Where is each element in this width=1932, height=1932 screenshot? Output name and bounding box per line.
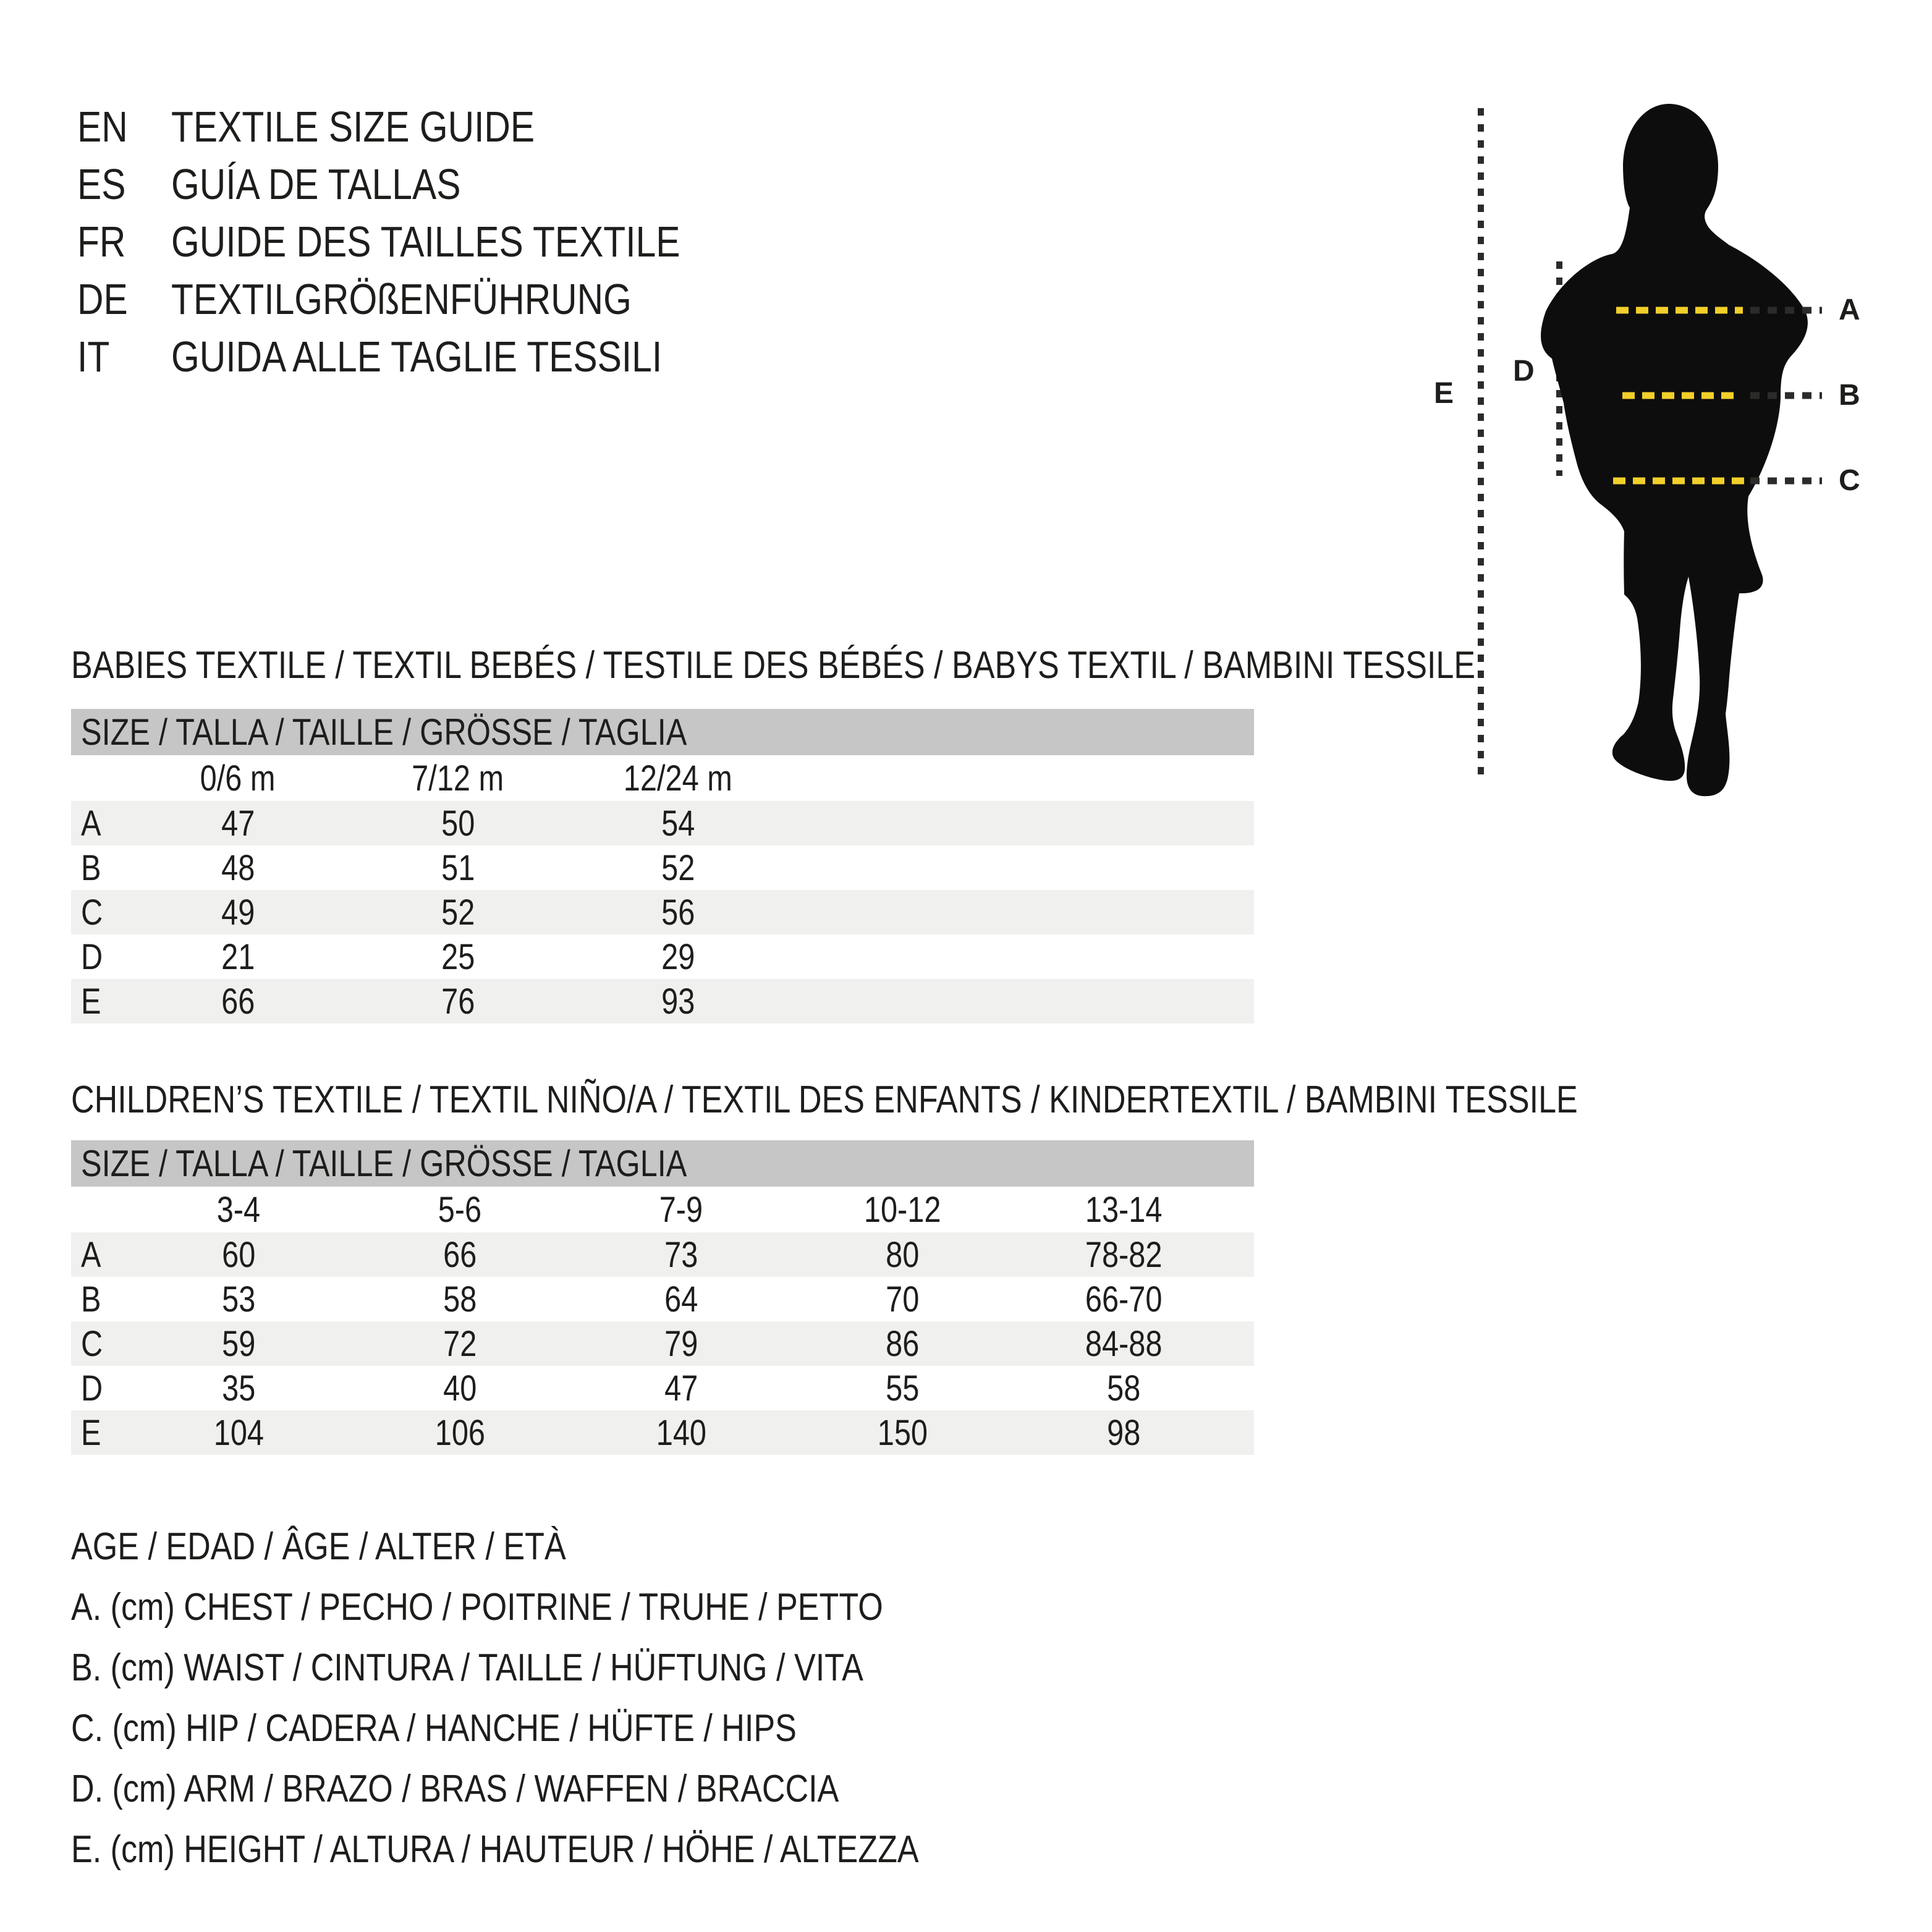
size-header-bar: SIZE / TALLA / TAILLE / GRÖSSE / TAGLIA <box>71 709 1254 755</box>
cell-value: 84-88 <box>1085 1323 1163 1364</box>
cell-value: 35 <box>221 1368 256 1409</box>
cell-value: 58 <box>1106 1368 1141 1409</box>
cell-value: 106 <box>434 1412 485 1453</box>
language-code: EN <box>77 102 128 151</box>
table-row <box>71 1277 1254 1321</box>
legend-line-waist: B. (cm) WAIST / CINTURA / TAILLE / HÜFTUNG / VITA <box>71 1646 863 1689</box>
list-item <box>77 328 777 385</box>
table-row <box>71 934 1254 979</box>
row-label: B <box>81 847 101 888</box>
cell-value: 21 <box>221 936 255 977</box>
cell-value: 49 <box>221 892 255 933</box>
language-code: ES <box>77 159 126 208</box>
column-header: 0/6 m <box>200 758 276 799</box>
column-header: 13-14 <box>1085 1189 1163 1230</box>
column-header-row <box>71 1187 1254 1232</box>
waist-label: B <box>1839 379 1860 412</box>
language-code: IT <box>77 332 110 381</box>
cell-value: 78-82 <box>1085 1234 1163 1275</box>
row-label: D <box>81 936 103 977</box>
cell-value: 47 <box>664 1368 698 1409</box>
cell-value: 66-70 <box>1085 1279 1163 1320</box>
cell-value: 73 <box>664 1234 698 1275</box>
cell-value: 98 <box>1106 1412 1141 1453</box>
babies-size-table <box>71 709 1254 1023</box>
table-row <box>71 801 1254 845</box>
table-row <box>71 1232 1254 1277</box>
cell-value: 86 <box>885 1323 920 1364</box>
cell-value: 53 <box>221 1279 256 1320</box>
guide-title: GUIDA ALLE TAGLIE TESSILI <box>171 332 663 381</box>
measurement-diagram <box>1409 87 1932 828</box>
column-header: 7-9 <box>659 1189 703 1230</box>
row-label: A <box>81 803 101 844</box>
table-row <box>71 1321 1254 1366</box>
cell-value: 29 <box>661 936 695 977</box>
size-header-bar: SIZE / TALLA / TAILLE / GRÖSSE / TAGLIA <box>71 1140 1254 1187</box>
guide-title: TEXTILGRÖßENFÜHRUNG <box>171 274 632 323</box>
cell-value: 25 <box>441 936 475 977</box>
guide-title: GUIDE DES TAILLES TEXTILE <box>171 217 680 266</box>
language-code: FR <box>77 217 126 266</box>
cell-value: 150 <box>877 1412 928 1453</box>
cell-value: 58 <box>443 1279 477 1320</box>
legend-line-hip: C. (cm) HIP / CADERA / HANCHE / HÜFTE / HIPS <box>71 1706 797 1750</box>
arm-label: D <box>1513 355 1535 388</box>
cell-value: 140 <box>656 1412 706 1453</box>
cell-value: 52 <box>441 892 475 933</box>
table-row <box>71 890 1254 934</box>
legend-line-age: AGE / EDAD / ÂGE / ALTER / ETÀ <box>71 1525 566 1568</box>
height-label: E <box>1434 377 1454 410</box>
cell-value: 76 <box>441 981 475 1022</box>
cell-value: 52 <box>661 847 695 888</box>
cell-value: 79 <box>664 1323 698 1364</box>
table-row <box>71 1366 1254 1410</box>
column-header: 7/12 m <box>412 758 504 799</box>
column-header: 12/24 m <box>623 758 733 799</box>
children-size-table <box>71 1140 1254 1455</box>
cell-value: 40 <box>443 1368 477 1409</box>
cell-value: 70 <box>885 1279 920 1320</box>
cell-value: 48 <box>221 847 255 888</box>
children-section-heading: CHILDREN’S TEXTILE / TEXTIL NIÑO/A / TEXTIL DES ENFANTS / KINDERTEXTIL / BAMBINI TESSILE <box>71 1078 1578 1121</box>
language-code: DE <box>77 274 128 323</box>
cell-value: 66 <box>443 1234 477 1275</box>
babies-section-heading: BABIES TEXTILE / TEXTIL BEBÉS / TESTILE DES BÉBÉS / BABYS TEXTIL / BAMBINI TESSILE <box>71 644 1476 687</box>
cell-value: 51 <box>441 847 475 888</box>
guide-title: TEXTILE SIZE GUIDE <box>171 102 535 151</box>
table-row <box>71 979 1254 1023</box>
chest-label: A <box>1839 294 1860 326</box>
language-title-list <box>77 98 777 385</box>
cell-value: 54 <box>661 803 695 844</box>
cell-value: 56 <box>661 892 695 933</box>
cell-value: 72 <box>443 1323 477 1364</box>
table-row <box>71 1410 1254 1455</box>
child-silhouette-icon <box>1409 87 1932 828</box>
guide-title: GUÍA DE TALLAS <box>171 159 461 208</box>
cell-value: 59 <box>221 1323 256 1364</box>
cell-value: 64 <box>664 1279 698 1320</box>
cell-value: 104 <box>213 1412 264 1453</box>
legend-line-height: E. (cm) HEIGHT / ALTURA / HAUTEUR / HÖHE / ALTEZZA <box>71 1828 919 1871</box>
list-item <box>77 98 777 155</box>
cell-value: 60 <box>221 1234 256 1275</box>
child-silhouette <box>1541 104 1808 796</box>
hip-label: C <box>1839 464 1860 497</box>
column-header: 3-4 <box>216 1189 261 1230</box>
row-label: D <box>81 1368 103 1409</box>
legend-line-chest: A. (cm) CHEST / PECHO / POITRINE / TRUHE / PETTO <box>71 1585 883 1629</box>
table-row <box>71 845 1254 890</box>
list-item <box>77 270 777 328</box>
row-label: C <box>81 1323 103 1364</box>
cell-value: 50 <box>441 803 475 844</box>
list-item <box>77 155 777 213</box>
cell-value: 93 <box>661 981 695 1022</box>
column-header: 5-6 <box>438 1189 482 1230</box>
cell-value: 47 <box>221 803 255 844</box>
list-item <box>77 213 777 270</box>
cell-value: 66 <box>221 981 255 1022</box>
column-header-row <box>71 755 1254 801</box>
row-label: E <box>81 1412 101 1453</box>
measurement-legend <box>71 1516 1080 1879</box>
row-label: E <box>81 981 101 1022</box>
row-label: A <box>81 1234 101 1275</box>
cell-value: 80 <box>885 1234 920 1275</box>
cell-value: 55 <box>885 1368 920 1409</box>
legend-line-arm: D. (cm) ARM / BRAZO / BRAS / WAFFEN / BRACCIA <box>71 1767 839 1810</box>
row-label: C <box>81 892 103 933</box>
column-header: 10-12 <box>863 1189 941 1230</box>
row-label: B <box>81 1279 101 1320</box>
